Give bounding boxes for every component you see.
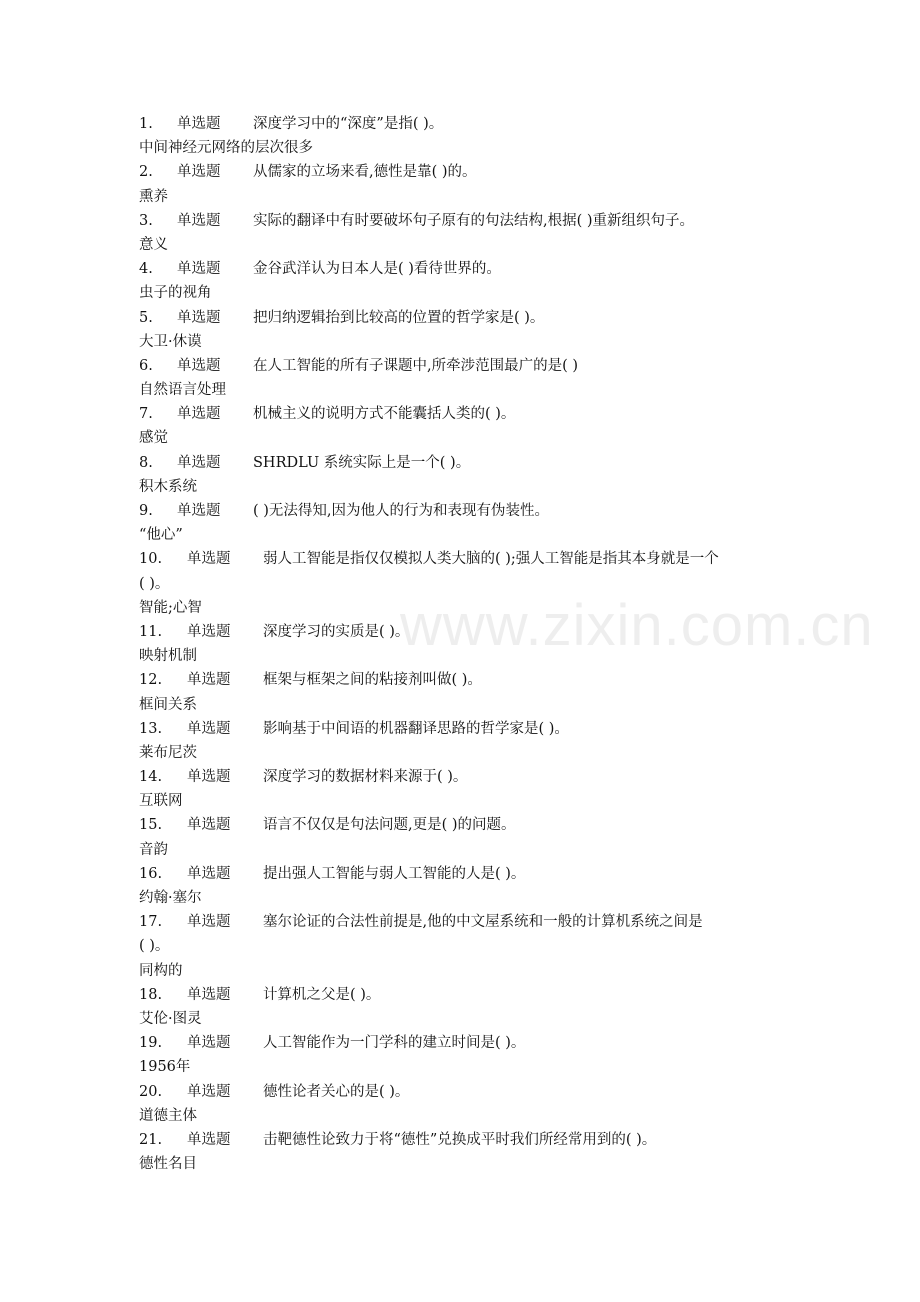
- question-item: [139, 1031, 799, 1079]
- answer-text: 熏养: [139, 188, 168, 205]
- question-line: [139, 862, 799, 886]
- answer-text: 约翰·塞尔: [139, 890, 202, 906]
- question-line: [139, 813, 799, 837]
- question-type: 单选题: [187, 1083, 231, 1100]
- question-text: 弱人工智能是指仅仅模拟人类大脑的( );强人工智能是指其本身就是一个: [263, 551, 719, 568]
- question-number: 5.: [139, 309, 153, 326]
- question-text: 在人工智能的所有子课题中,所牵涉范围最广的是( ): [253, 357, 579, 374]
- question-type: 单选题: [177, 357, 221, 374]
- question-text: 实际的翻译中有时要破坏句子原有的句法结构,根据( )重新组织句子。: [253, 212, 695, 229]
- answer-text: 1956年: [139, 1059, 191, 1076]
- question-item: [139, 451, 799, 499]
- question-number: 14.: [139, 769, 163, 786]
- question-number: 2.: [139, 164, 153, 181]
- question-number: 8.: [139, 454, 153, 471]
- answer-text: 互联网: [139, 793, 183, 810]
- answer-text: 音韵: [139, 841, 168, 858]
- question-number: 19.: [139, 1035, 163, 1052]
- question-item: [139, 547, 799, 620]
- question-text: 人工智能作为一门学科的建立时间是( )。: [263, 1035, 526, 1052]
- answer-text: 自然语言处理: [139, 382, 226, 399]
- answer-text: 框间关系: [139, 696, 197, 713]
- question-item: [139, 112, 799, 160]
- question-item: [139, 160, 799, 208]
- question-type: 单选题: [187, 623, 231, 640]
- question-number: 9.: [139, 503, 153, 519]
- question-item: [139, 1128, 799, 1176]
- question-type: 单选题: [187, 551, 231, 568]
- question-type: 单选题: [177, 164, 221, 181]
- answer-text: 中间神经元网络的层次很多: [139, 140, 313, 157]
- question-text: 从儒家的立场来看,德性是靠( )的。: [253, 164, 477, 181]
- answer-text: 莱布尼茨: [139, 744, 197, 761]
- question-number: 11.: [139, 623, 163, 640]
- question-item: [139, 1080, 799, 1128]
- question-number: 4.: [139, 261, 153, 278]
- question-item: [139, 765, 799, 813]
- question-number: 7.: [139, 406, 153, 423]
- question-item: [139, 717, 799, 765]
- answer-text: 映射机制: [139, 648, 197, 665]
- question-type: 单选题: [177, 212, 221, 229]
- question-line: [139, 620, 799, 644]
- answer-text: 智能;心智: [139, 599, 202, 616]
- question-text-continued: ( )。: [139, 938, 170, 955]
- question-text: 框架与框架之间的粘接剂叫做( )。: [263, 672, 482, 689]
- question-line: [139, 1031, 799, 1055]
- question-line: [139, 209, 799, 233]
- question-text: 语言不仅仅是句法问题,更是( )的问题。: [263, 817, 516, 834]
- question-type: 单选题: [177, 503, 221, 519]
- question-item: [139, 668, 799, 716]
- question-type: 单选题: [187, 672, 231, 689]
- question-type: 单选题: [177, 261, 221, 278]
- answer-text: 虫子的视角: [139, 285, 212, 302]
- question-type: 单选题: [177, 454, 221, 471]
- question-item: [139, 910, 799, 983]
- question-text: 深度学习的实质是( )。: [263, 623, 410, 640]
- question-line: [139, 306, 799, 330]
- question-type: 单选题: [177, 309, 221, 326]
- question-number: 18.: [139, 986, 163, 1003]
- question-item: [139, 620, 799, 668]
- question-text: 影响基于中间语的机器翻译思路的哲学家是( )。: [263, 720, 569, 737]
- question-text: 把归纳逻辑抬到比较高的位置的哲学家是( )。: [253, 309, 545, 326]
- question-item: [139, 257, 799, 305]
- question-item: [139, 813, 799, 861]
- question-item: [139, 862, 799, 910]
- question-line: [139, 983, 799, 1007]
- question-text: 金谷武洋认为日本人是( )看待世界的。: [253, 261, 501, 278]
- question-number: 17.: [139, 914, 163, 931]
- question-line: [139, 160, 799, 184]
- question-text: 深度学习的数据材料来源于( )。: [263, 769, 468, 786]
- question-type: 单选题: [187, 817, 231, 834]
- answer-text: 积木系统: [139, 478, 197, 495]
- question-item: [139, 306, 799, 354]
- question-line: [139, 717, 799, 741]
- question-item: [139, 402, 799, 450]
- question-text: 提出强人工智能与弱人工智能的人是( )。: [263, 865, 526, 882]
- question-text: 击靶德性论致力于将“德性”兑换成平时我们所经常用到的( )。: [263, 1131, 657, 1148]
- answer-text: 大卫·休谟: [139, 333, 202, 350]
- question-line: [139, 499, 799, 523]
- watermark: www.zixin.com.cn: [400, 593, 874, 658]
- answer-text: 道德主体: [139, 1107, 197, 1124]
- question-type: 单选题: [187, 986, 231, 1003]
- answer-text: 德性名目: [139, 1156, 197, 1173]
- question-number: 10.: [139, 551, 163, 568]
- question-line: [139, 354, 799, 378]
- question-type: 单选题: [187, 769, 231, 786]
- question-line: [139, 112, 799, 136]
- question-type: 单选题: [177, 406, 221, 423]
- question-line: [139, 402, 799, 426]
- answer-text: 艾伦·图灵: [139, 1010, 202, 1027]
- question-text-continued: ( )。: [139, 575, 170, 592]
- question-number: 20.: [139, 1083, 163, 1100]
- question-item: [139, 499, 799, 547]
- question-type: 单选题: [187, 865, 231, 882]
- answer-text: 同构的: [139, 962, 183, 979]
- question-list: [139, 112, 799, 1176]
- question-number: 3.: [139, 212, 153, 229]
- answer-text: 感觉: [139, 430, 168, 447]
- question-line: [139, 547, 799, 571]
- question-line: [139, 910, 799, 934]
- question-text: 深度学习中的“深度”是指( )。: [253, 116, 444, 132]
- answer-text: 意义: [139, 236, 168, 253]
- question-text: 机械主义的说明方式不能囊括人类的( )。: [253, 406, 516, 423]
- question-text: SHRDLU 系统实际上是一个( )。: [253, 454, 471, 471]
- question-number: 1.: [139, 116, 153, 132]
- question-number: 12.: [139, 672, 163, 689]
- question-number: 6.: [139, 357, 153, 374]
- question-line: [139, 257, 799, 281]
- answer-text: “他心”: [139, 527, 183, 544]
- question-type: 单选题: [177, 116, 221, 132]
- question-number: 15.: [139, 817, 163, 834]
- question-text: 计算机之父是( )。: [263, 986, 381, 1003]
- question-item: [139, 209, 799, 257]
- question-type: 单选题: [187, 720, 231, 737]
- question-type: 单选题: [187, 914, 231, 931]
- question-line: [139, 451, 799, 475]
- question-number: 13.: [139, 720, 163, 737]
- question-text: 德性论者关心的是( )。: [263, 1083, 410, 1100]
- question-line: [139, 1080, 799, 1104]
- question-text: ( )无法得知,因为他人的行为和表现有伪装性。: [253, 503, 550, 519]
- question-item: [139, 983, 799, 1031]
- question-number: 21.: [139, 1131, 163, 1148]
- question-line: [139, 1128, 799, 1152]
- question-line: [139, 668, 799, 692]
- question-line: [139, 765, 799, 789]
- question-number: 16.: [139, 865, 163, 882]
- question-type: 单选题: [187, 1131, 231, 1148]
- question-type: 单选题: [187, 1035, 231, 1052]
- question-text: 塞尔论证的合法性前提是,他的中文屋系统和一般的计算机系统之间是: [263, 914, 703, 931]
- question-item: [139, 354, 799, 402]
